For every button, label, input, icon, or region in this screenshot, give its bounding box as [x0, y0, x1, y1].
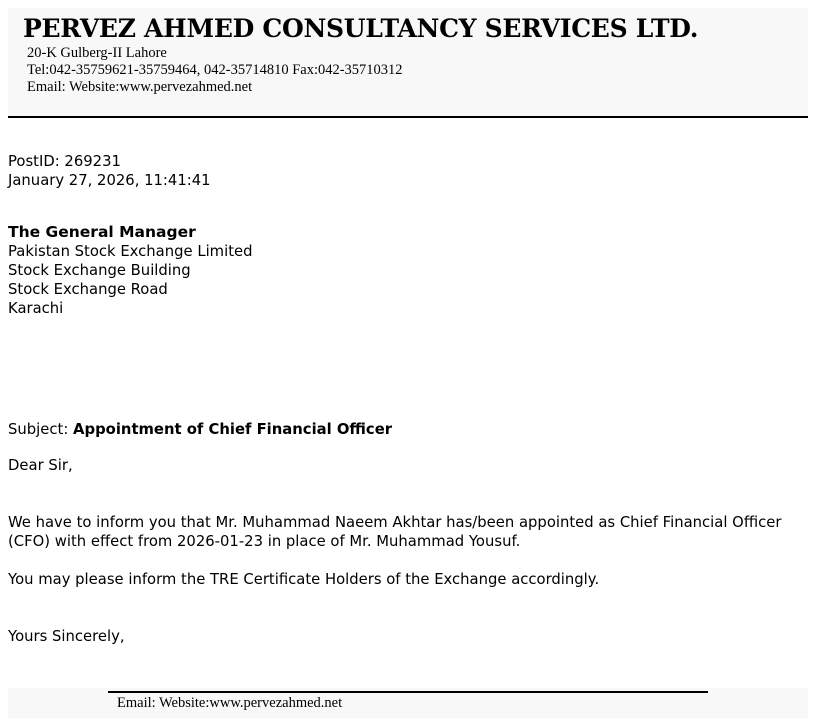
recipient-line: Stock Exchange Building	[8, 262, 191, 279]
post-id: PostID: 269231	[8, 153, 121, 170]
company-name: PERVEZ AHMED CONSULTANCY SERVICES LTD.	[23, 14, 699, 43]
closing: Yours Sincerely,	[8, 628, 125, 645]
recipient-title: The General Manager	[8, 223, 196, 241]
subject-text: Appointment of Chief Financial Officer	[73, 421, 393, 438]
footer-email-website: Email: Website:www.pervezahmed.net	[117, 695, 343, 711]
company-address: 20-K Gulberg-II Lahore	[27, 45, 167, 61]
footer-divider	[108, 691, 708, 693]
company-phone-fax: Tel:042-35759621-35759464, 042-35714810 Fax:042-35710312	[27, 62, 403, 78]
recipient-line: Pakistan Stock Exchange Limited	[8, 243, 253, 260]
letter-paragraph-2: You may please inform the TRE Certificate Holders of the Exchange accordingly.	[8, 571, 600, 588]
letter-paragraph-1: We have to inform you that Mr. Muhammad Naeem Akhtar has/been appointed as Chief Financial Officer (CFO) with effect from 2026-01-23 in place of Mr. Muhammad Yousuf.	[8, 514, 782, 550]
recipient-block	[8, 223, 253, 318]
salutation: Dear Sir,	[8, 457, 73, 474]
subject-line	[8, 420, 392, 439]
subject-label: Subject:	[8, 421, 69, 438]
post-datetime: January 27, 2026, 11:41:41	[8, 172, 211, 189]
letterhead	[8, 8, 808, 118]
footer	[8, 688, 808, 718]
company-email-website: Email: Website:www.pervezahmed.net	[27, 79, 253, 95]
recipient-line: Karachi	[8, 300, 64, 317]
recipient-line: Stock Exchange Road	[8, 281, 168, 298]
